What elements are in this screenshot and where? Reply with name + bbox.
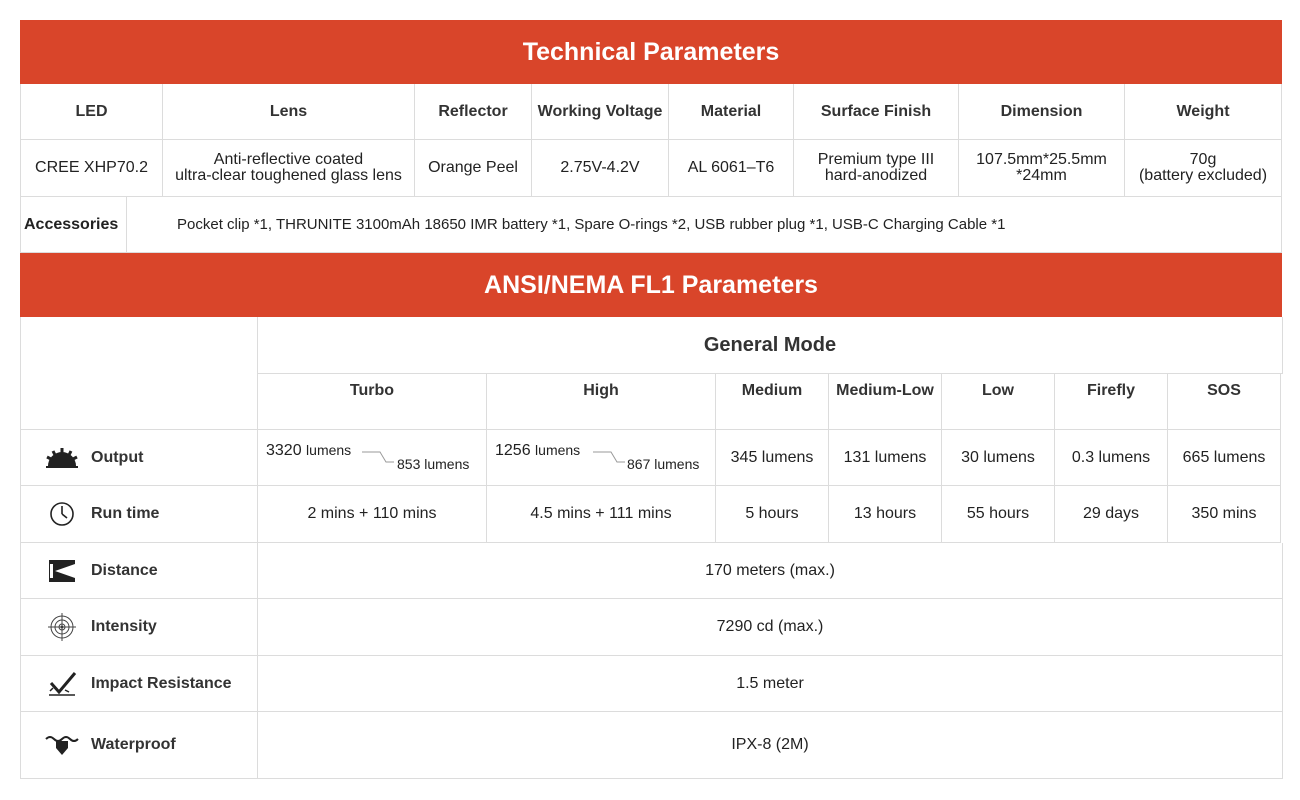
mode-high: High xyxy=(487,374,716,430)
header-material: Material xyxy=(669,84,794,140)
impact-label: Impact Resistance xyxy=(91,674,232,692)
value-reflector xyxy=(415,140,532,197)
output-medium-low: 131 lumens xyxy=(829,430,942,486)
output-turbo xyxy=(258,430,487,486)
runtime-high: 4.5 mins + 111 mins xyxy=(487,486,716,543)
value-voltage-text: 2.75V-4.2V xyxy=(560,159,640,176)
ansi-parameters-banner: ANSI/NEMA FL1 Parameters xyxy=(20,253,1282,317)
tech-value-row xyxy=(20,140,1282,197)
waterproof-label: Waterproof xyxy=(91,736,176,753)
value-weight xyxy=(1125,140,1282,197)
mode-medium: Medium xyxy=(716,374,829,430)
output-high-connector xyxy=(593,450,625,464)
value-material-text: AL 6061–T6 xyxy=(687,159,775,176)
intensity-label-cell xyxy=(21,599,258,656)
runtime-low: 55 hours xyxy=(942,486,1055,543)
impact-value: 1.5 meter xyxy=(258,656,1283,712)
impact-label-cell xyxy=(21,656,258,712)
output-high-sub: 867 lumens xyxy=(627,456,700,472)
impact-icon xyxy=(45,670,79,698)
ansi-table xyxy=(20,317,1282,779)
header-surface-finish: Surface Finish xyxy=(794,84,959,140)
value-finish-line2: hard-anodized xyxy=(824,167,928,184)
output-turbo-main: 3320 xyxy=(266,442,302,459)
clock-icon xyxy=(45,500,79,528)
value-dimension xyxy=(959,140,1125,197)
value-led-text: CREE XHP70.2 xyxy=(35,159,148,176)
header-dimension: Dimension xyxy=(959,84,1125,140)
output-label: Output xyxy=(91,448,144,466)
tech-header-row xyxy=(20,84,1282,140)
blank-corner-cell xyxy=(21,317,258,430)
value-finish-line1: Premium type III xyxy=(817,151,935,168)
header-reflector: Reflector xyxy=(415,84,532,140)
technical-parameters-banner: Technical Parameters xyxy=(20,20,1282,84)
value-surface-finish xyxy=(794,140,959,197)
output-turbo-sub: 853 lumens xyxy=(397,456,470,472)
mode-sos: SOS xyxy=(1168,374,1281,430)
mode-turbo: Turbo xyxy=(258,374,487,430)
value-lens-line2: ultra-clear toughened glass lens xyxy=(175,167,402,184)
output-turbo-unit: lumens xyxy=(306,442,352,458)
value-dimension-line1: 107.5mm*25.5mm xyxy=(976,151,1107,168)
mode-firefly: Firefly xyxy=(1055,374,1168,430)
beam-distance-icon xyxy=(45,557,79,585)
value-lens-line1: Anti-reflective coated xyxy=(213,151,364,168)
mode-low: Low xyxy=(942,374,1055,430)
value-material xyxy=(669,140,794,197)
header-weight: Weight xyxy=(1125,84,1282,140)
output-firefly: 0.3 lumens xyxy=(1055,430,1168,486)
waterproof-value: IPX-8 (2M) xyxy=(258,712,1283,779)
header-working-voltage: Working Voltage xyxy=(532,84,669,140)
runtime-sos: 350 mins xyxy=(1168,486,1281,543)
runtime-label: Run time xyxy=(91,505,160,522)
general-mode-header: General Mode xyxy=(258,317,1283,374)
runtime-medium-low: 13 hours xyxy=(829,486,942,543)
distance-label-cell xyxy=(21,543,258,599)
runtime-medium: 5 hours xyxy=(716,486,829,543)
distance-value: 170 meters (max.) xyxy=(258,543,1283,599)
accessories-row xyxy=(20,197,1282,253)
accessories-label: Accessories xyxy=(21,197,127,253)
mode-medium-low: Medium-Low xyxy=(829,374,942,430)
output-high-unit: lumens xyxy=(535,442,581,458)
value-reflector-text: Orange Peel xyxy=(428,159,518,176)
output-turbo-connector xyxy=(362,450,394,464)
runtime-turbo: 2 mins + 110 mins xyxy=(258,486,487,543)
gear-sun-icon xyxy=(45,444,79,472)
value-weight-line1: 70g xyxy=(1189,151,1217,168)
waterproof-label-cell xyxy=(21,712,258,779)
value-lens xyxy=(163,140,415,197)
value-working-voltage xyxy=(532,140,669,197)
value-dimension-line2: *24mm xyxy=(1016,167,1067,184)
value-weight-line2: (battery excluded) xyxy=(1138,167,1268,184)
output-label-cell xyxy=(21,430,258,486)
output-sos: 665 lumens xyxy=(1168,430,1281,486)
distance-label: Distance xyxy=(91,561,158,579)
target-icon xyxy=(45,613,79,641)
spec-sheet xyxy=(20,20,1282,779)
accessories-value: Pocket clip *1, THRUNITE 3100mAh 18650 IMR battery *1, Spare O-rings *2, USB rubber plug *1, USB-C Charging Cable *1 xyxy=(127,197,1282,253)
runtime-firefly: 29 days xyxy=(1055,486,1168,543)
header-lens: Lens xyxy=(163,84,415,140)
intensity-value: 7290 cd (max.) xyxy=(258,599,1283,656)
intensity-label: Intensity xyxy=(91,618,157,635)
output-high xyxy=(487,430,716,486)
header-led: LED xyxy=(21,84,163,140)
water-drop-icon xyxy=(45,731,79,759)
output-high-main: 1256 xyxy=(495,442,531,459)
runtime-label-cell xyxy=(21,486,258,543)
output-medium: 345 lumens xyxy=(716,430,829,486)
value-led xyxy=(21,140,163,197)
output-low: 30 lumens xyxy=(942,430,1055,486)
